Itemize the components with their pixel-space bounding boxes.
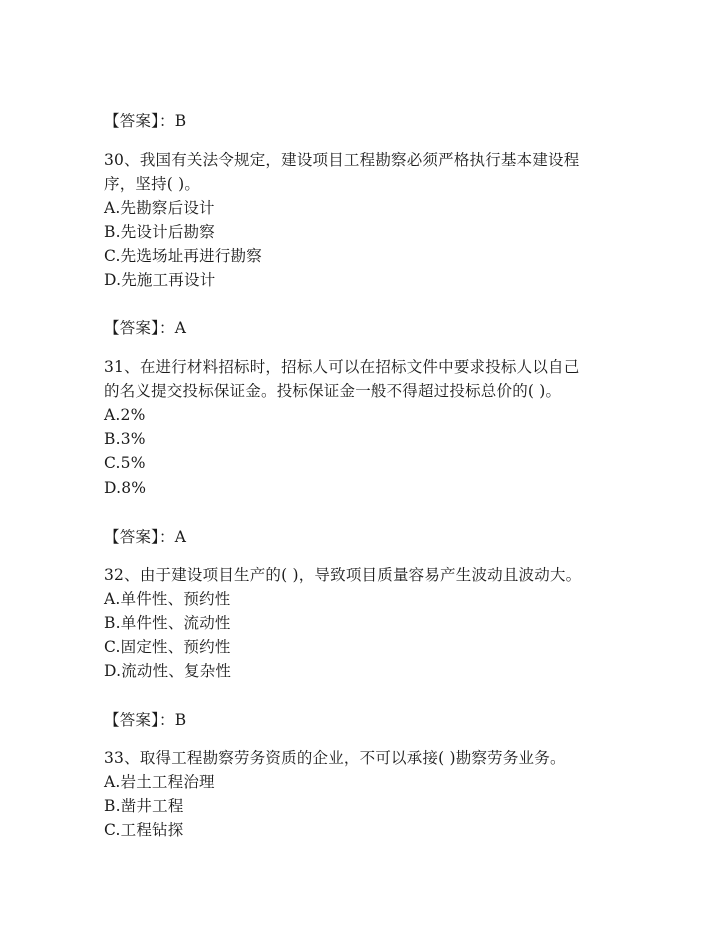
question-text-line: 31、在进行材料招标时，招标人可以在招标文件中要求投标人以自己	[104, 358, 580, 376]
option-line: D.先施工再设计	[104, 271, 216, 289]
answer-line: 【答案】：A	[104, 319, 187, 337]
answer-line: 【答案】：B	[104, 112, 187, 130]
option-line: D.流动性、复杂性	[104, 662, 232, 680]
option-line: A.单件性、预约性	[104, 590, 231, 608]
option-line: C.先选场址再进行勘察	[104, 247, 262, 265]
option-line: C.固定性、预约性	[104, 638, 231, 656]
answer-line: 【答案】：A	[104, 528, 187, 546]
option-line: C.工程钻探	[104, 821, 184, 839]
option-line: A.2%	[104, 406, 146, 424]
option-line: A.先勘察后设计	[104, 199, 215, 217]
question-text-line: 序，坚持( )。	[104, 175, 201, 193]
question-text-line: 32、由于建设项目生产的( )，导致项目质量容易产生波动且波动大。	[104, 566, 582, 584]
question-text-line: 33、取得工程勘察劳务资质的企业，不可以承接( )勘察劳务业务。	[104, 749, 566, 767]
question-text-line: 30、我国有关法令规定，建设项目工程勘察必须严格执行基本建设程	[104, 151, 580, 169]
option-line: A.岩土工程治理	[104, 773, 215, 791]
option-line: B.先设计后勘察	[104, 223, 215, 241]
question-text-line: 的名义提交投标保证金。投标保证金一般不得超过投标总价的( )。	[104, 382, 562, 400]
option-line: C.5%	[104, 454, 146, 472]
option-line: B.单件性、流动性	[104, 614, 231, 632]
option-line: B.凿井工程	[104, 797, 184, 815]
option-line: B.3%	[104, 430, 146, 448]
answer-line: 【答案】：B	[104, 711, 187, 729]
option-line: D.8%	[104, 479, 147, 497]
